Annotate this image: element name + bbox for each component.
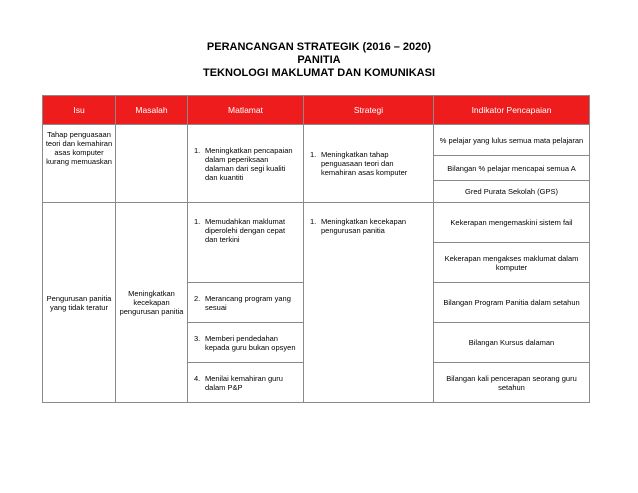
- indikator-cell: Bilangan kali pencerapan seorang guru setahun: [434, 363, 590, 403]
- indikator-cell: % pelajar yang lulus semua mata pelajaran: [434, 125, 590, 156]
- matlamat-text: Menilai kemahiran guru dalam P&P: [205, 373, 283, 392]
- indikator-cell: Kekerapan mengakses maklumat dalam komputer: [434, 243, 590, 283]
- isu-cell: Pengurusan panitia yang tidak teratur: [43, 203, 116, 403]
- matlamat-cell: [188, 203, 304, 283]
- table-row: [43, 125, 590, 156]
- matlamat-number: 2.: [194, 293, 201, 303]
- indikator-cell: Gred Purata Sekolah (GPS): [434, 181, 590, 203]
- isu-cell: Tahap penguasaan teori dan kemahiran asas komputer kurang memuaskan: [43, 125, 116, 203]
- strategi-cell: [304, 125, 434, 203]
- matlamat-text: Meningkatkan pencapaian dalam peperiksaan dalaman dari segi kualiti dan kuantiti: [205, 145, 293, 182]
- table-row: [43, 203, 590, 243]
- indikator-cell: Kekerapan mengemaskini sistem fail: [434, 203, 590, 243]
- matlamat-number: 1.: [194, 217, 201, 226]
- header-matlamat: Matlamat: [188, 96, 304, 125]
- strategi-number: 1.: [310, 150, 317, 159]
- header-indikator: Indikator Pencapaian: [434, 96, 590, 125]
- header-strategi: Strategi: [304, 96, 434, 125]
- matlamat-number: 3.: [194, 333, 201, 343]
- header-masalah: Masalah: [116, 96, 188, 125]
- table-header-row: [43, 96, 590, 125]
- title-line-1: PERANCANGAN STRATEGIK (2016 – 2020): [206, 41, 432, 53]
- masalah-cell: Meningkatkan kecekapan pengurusan panitia: [116, 203, 188, 403]
- indikator-cell: Bilangan Kursus dalaman: [434, 323, 590, 363]
- title-line-2: PANITIA: [297, 54, 341, 66]
- strategi-text: Meningkatkan tahap penguasaan teori dan kemahiran asas komputer: [321, 150, 408, 177]
- indikator-cell: Bilangan Program Panitia dalam setahun: [434, 283, 590, 323]
- matlamat-text: Memudahkan maklumat diperolehi dengan cepat dan terkini: [205, 217, 286, 244]
- strategi-text: Meningkatkan kecekapan pengurusan panitia: [321, 217, 407, 235]
- strategi-number: 1.: [310, 217, 317, 226]
- matlamat-number: 4.: [194, 373, 201, 383]
- header-isu: Isu: [43, 96, 116, 125]
- title-line-3: TEKNOLOGI MAKLUMAT DAN KOMUNIKASI: [203, 67, 435, 79]
- strategi-cell: [304, 203, 434, 403]
- matlamat-text: Merancang program yang sesuai: [205, 293, 291, 312]
- indikator-cell: Bilangan % pelajar mencapai semua A: [434, 156, 590, 181]
- matlamat-text: Memberi pendedahan kepada guru bukan opsyen: [205, 333, 296, 352]
- matlamat-number: 1.: [194, 145, 201, 155]
- document-title: [0, 41, 638, 80]
- matlamat-cell: [188, 125, 304, 203]
- matlamat-cell: [188, 323, 304, 363]
- matlamat-cell: [188, 283, 304, 323]
- masalah-cell: [116, 125, 188, 203]
- matlamat-cell: [188, 363, 304, 403]
- strategic-plan-table: [42, 95, 590, 403]
